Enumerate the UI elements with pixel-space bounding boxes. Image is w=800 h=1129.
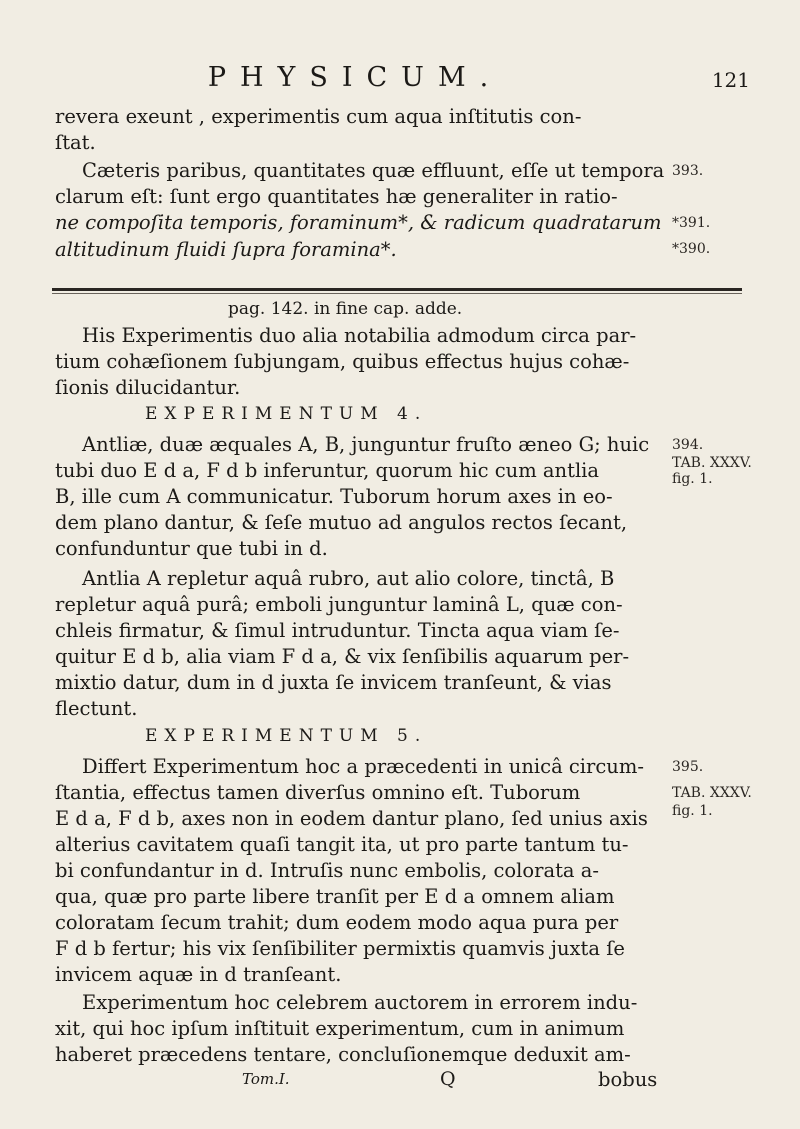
text-line: alterius cavitatem quaſi tangit ita, ut pro parte tantum tu- [55,833,629,856]
text-line: B, ille cum A communicatur. Tuborum horum axes in eo- [55,485,613,508]
text-line: altitudinum fluidi ſupra foramina*. [55,238,397,261]
margin-figure-reference: fig. 1. [672,471,713,487]
text-line: ne compoſita temporis, foraminum*, & radicum quadratarum [55,211,662,234]
addendum-note: pag. 142. in fine cap. adde. [228,299,463,319]
text-line: haberet præcedens tentare, concluſionemque deduxit am- [55,1043,631,1066]
text-line: tium cohæſionem ſubjungam, quibus effectus hujus cohæ- [55,350,630,373]
text-line: confunduntur que tubi in d. [55,537,328,560]
text-line: Differt Experimentum hoc a præcedenti in unicâ circum- [82,755,644,778]
page-header [80,62,760,96]
text-line: Experimentum hoc celebrem auctorem in errorem indu- [82,991,638,1014]
text-line: E d a, F d b, axes non in eodem dantur plano, ſed unius axis [55,807,648,830]
text-line: Antlia A repletur aquâ rubro, aut alio colore, tinctâ, B [82,567,615,590]
section-rule [52,288,742,291]
text-line: Cæteris paribus, quantitates quæ effluunt, eſſe ut tempora [82,159,665,182]
text-line: bi confundantur in d. Intruſis nunc embolis, colorata a- [55,859,599,882]
text-line: Antliæ, duæ æquales A, B, junguntur fruſto æneo G; huic [82,433,650,456]
text-line: coloratam ſecum trahit; dum eodem modo aqua pura per [55,911,619,934]
volume-signature: Tom.I. [242,1070,290,1088]
text-line: clarum eſt: ſunt ergo quantitates hæ generaliter in ratio- [55,185,618,208]
margin-paragraph-number: 395. [672,759,704,775]
catchword: bobus [598,1068,658,1091]
margin-plate-reference: TAB. XXXV. [672,455,752,471]
text-line: ſtat. [55,131,96,154]
text-line: qua, quæ pro parte libere tranſit per E d a omnem aliam [55,885,615,908]
margin-plate-reference: TAB. XXXV. [672,785,752,801]
text-line: xit, qui hoc ipſum inſtituit experimentum, cum in animum [55,1017,625,1040]
experiment-heading: EXPERIMENTUM 5. [145,726,428,746]
text-line: ſionis dilucidantur. [55,376,241,399]
margin-paragraph-number: 393. [672,163,704,179]
running-title: PHYSICUM. [207,62,503,93]
margin-reference: *390. [672,241,711,257]
text-line: chleis firmatur, & ſimul intruduntur. Tincta aqua viam ſe- [55,619,620,642]
text-line: revera exeunt , experimentis cum aqua inſtitutis con- [55,105,582,128]
text-line: flectunt. [55,697,138,720]
text-line: dem plano dantur, & ſeſe mutuo ad angulos rectos ſecant, [55,511,628,534]
text-line: invicem aquæ in d tranſeant. [55,963,342,986]
text-line: mixtio datur, dum in d juxta ſe invicem tranſeunt, & vias [55,671,612,694]
page-number: 121 [711,68,750,92]
text-line: ſtantia, effectus tamen diverſus omnino eſt. Tuborum [55,781,581,804]
margin-paragraph-number: 394. [672,437,704,453]
experiment-heading: EXPERIMENTUM 4. [145,404,428,424]
margin-figure-reference: fig. 1. [672,803,713,819]
section-rule-thin [52,293,742,294]
text-line: quitur E d b, alia viam F d a, & vix ſenſibilis aquarum per- [55,645,630,668]
text-line: F d b fertur; his vix ſenſibiliter permixtis quamvis juxta ſe [55,937,625,960]
text-line: repletur aquâ purâ; emboli junguntur laminâ L, quæ con- [55,593,623,616]
margin-reference: *391. [672,215,711,231]
gathering-signature: Q [440,1068,456,1090]
text-line: His Experimentis duo alia notabilia admodum circa par- [82,324,637,347]
text-line: tubi duo E d a, F d b inferuntur, quorum hic cum antlia [55,459,600,482]
